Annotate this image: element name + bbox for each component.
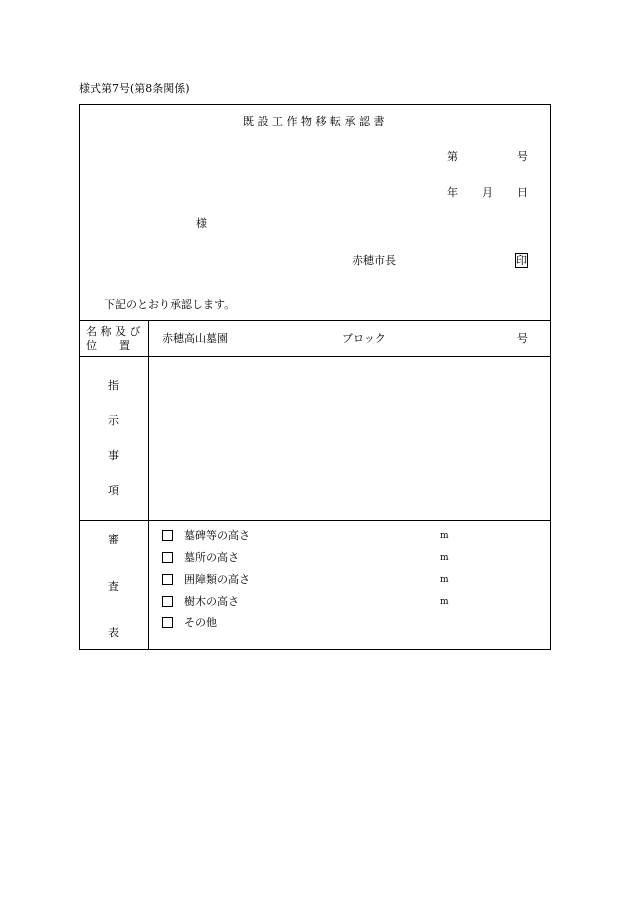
issuer-name: 赤穂市長	[352, 254, 396, 267]
review-checkbox[interactable]	[162, 617, 173, 628]
instructions-header-char: 事	[108, 449, 119, 462]
review-item-unit: m	[440, 553, 449, 563]
review-header-char: 審	[108, 533, 119, 546]
review-item	[162, 617, 217, 628]
review-item-label: 墓所の高さ	[184, 551, 239, 564]
date-month: 月	[482, 186, 493, 199]
number-suffix: 号	[517, 150, 528, 163]
instructions-header-char: 指	[108, 379, 119, 392]
review-checkbox[interactable]	[162, 574, 173, 585]
plot-number-suffix: 号	[517, 332, 528, 345]
review-item-unit: m	[440, 597, 449, 607]
review-item-label: 囲障類の高さ	[184, 573, 250, 586]
date-year: 年	[447, 186, 458, 199]
review-checkbox[interactable]	[162, 530, 173, 541]
document-title: 既 設 工 作 物 移 転 承 認 書	[243, 115, 385, 128]
number-prefix: 第	[447, 150, 458, 163]
addressee-suffix: 様	[196, 217, 207, 230]
review-item	[162, 530, 250, 541]
review-header-char: 表	[108, 626, 119, 639]
location-header-line2: 位 置	[86, 339, 130, 352]
review-item-label: 墓碑等の高さ	[184, 529, 250, 542]
review-item	[162, 552, 239, 563]
review-item	[162, 574, 250, 585]
review-item	[162, 596, 239, 607]
approval-statement: 下記のとおり承認します。	[104, 298, 236, 311]
divider-review-top	[79, 520, 551, 521]
instructions-header-char: 示	[108, 414, 119, 427]
instructions-header-char: 項	[108, 484, 119, 497]
review-item-label: その他	[184, 616, 217, 629]
review-header-char: 査	[108, 580, 119, 593]
review-checkbox[interactable]	[162, 552, 173, 563]
cemetery-name: 赤穂高山墓園	[162, 332, 228, 345]
label-column-divider	[148, 320, 149, 650]
review-item-label: 樹木の高さ	[184, 595, 239, 608]
date-day: 日	[517, 186, 528, 199]
location-header-line1: 名 称 及 び	[86, 325, 141, 338]
review-item-unit: m	[440, 575, 449, 585]
seal-mark: 印	[516, 254, 527, 267]
review-item-unit: m	[440, 531, 449, 541]
block-label: ブロック	[342, 332, 386, 345]
form-frame	[79, 104, 551, 650]
divider-instructions-top	[79, 356, 551, 357]
review-checkbox[interactable]	[162, 596, 173, 607]
divider-location-top	[79, 320, 551, 321]
form-number: 様式第7号(第8条関係)	[79, 82, 190, 95]
